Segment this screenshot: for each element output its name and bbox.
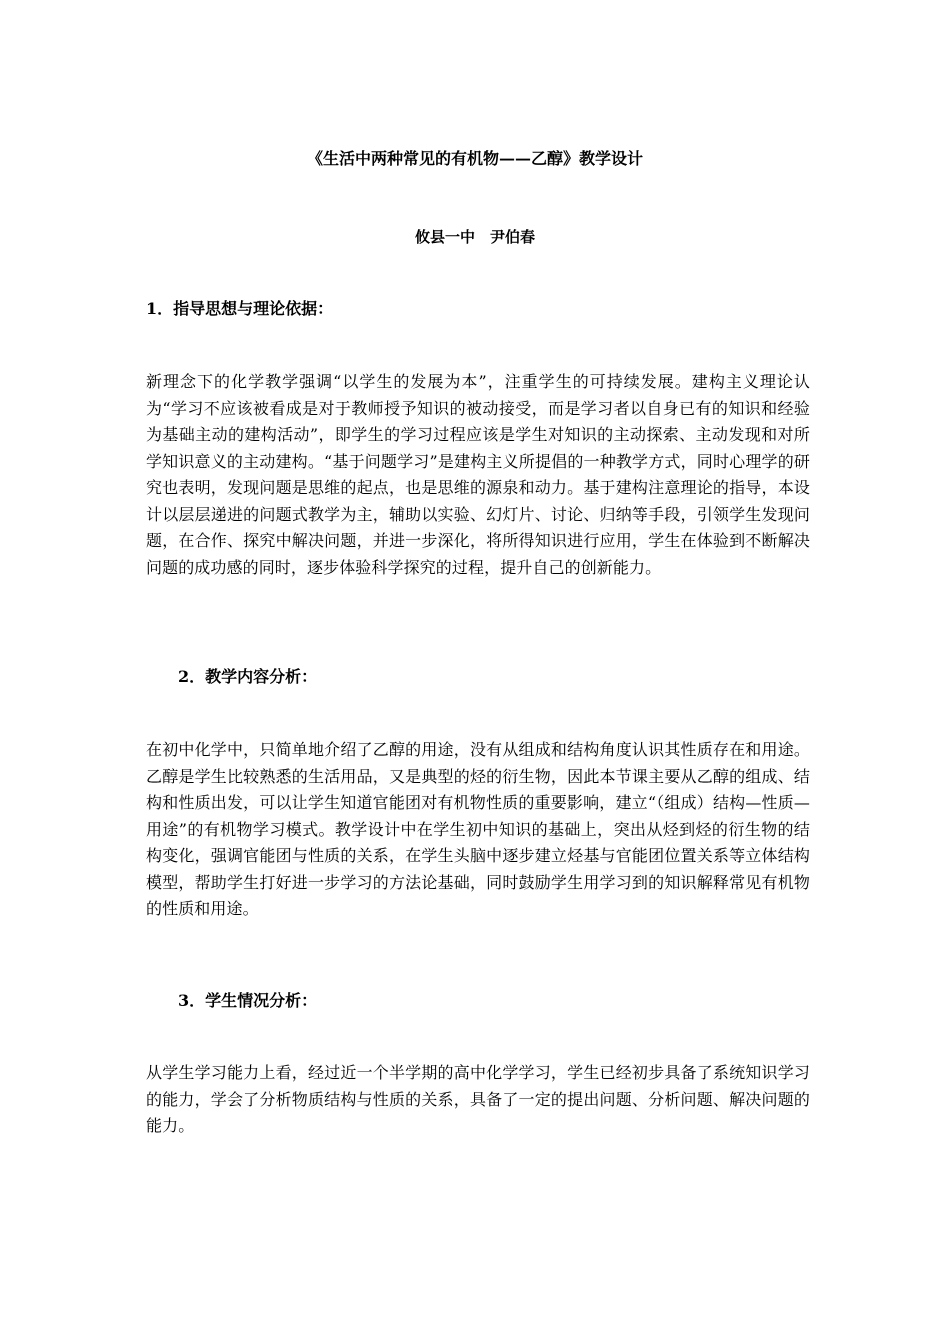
section-body-student-analysis: 从学生学习能力上看，经过近一个半学期的高中化学学习，学生已经初步具备了系统知识学习的能力，学会了分析物质结构与性质的关系，具备了一定的提出问题、分析问题、解决问题的能力。 — [146, 1063, 810, 1135]
section-heading-content-analysis: 2．教学内容分析： — [178, 667, 318, 686]
section-heading-student-analysis: 3．学生情况分析： — [178, 991, 318, 1010]
document-author: 攸县一中 尹伯春 — [414, 228, 535, 246]
section-body-guiding-theory: 新理念下的化学教学强调“以学生的发展为本”，注重学生的可持续发展。建构主义理论认为“学习不应该被看成是对于教师授予知识的被动接受，而是学习者以自身已有的知识和经验为基础主动的建构活动”，即学生的学习过程应该是学生对知识的主动探索、主动发现和对所学知识意义的主动建构。“基于问题学习”是建构主义所提倡的一种教学方式，同时心理学的研究也表明，发现问题是思维的起点，也是思维的源泉和动力。基于建构注意理论的指导，本设计以层层递进的问题式教学为主，辅助以实验、幻灯片、讨论、归纳等手段，引领学生发现问题，在合作、探究中解决问题，并进一步深化，将所得知识进行应用，学生在体验到不断解决问题的成功感的同时，逐步体验科学探究的过程，提升自己的创新能力。 — [146, 372, 810, 577]
section-heading-guiding-theory: 1．指导思想与理论依据： — [146, 299, 334, 318]
section-body-content-analysis: 在初中化学中，只简单地介绍了乙醇的用途，没有从组成和结构角度认识其性质存在和用途。乙醇是学生比较熟悉的生活用品，又是典型的烃的衍生物，因此本节课主要从乙醇的组成、结构和性质出发，可以让学生知道官能团对有机物性质的重要影响，建立“（组成）结构—性质—用途”的有机物学习模式。教学设计中在学生初中知识的基础上，突出从烃到烃的衍生物的结构变化，强调官能团与性质的关系，在学生头脑中逐步建立烃基与官能团位置关系等立体结构模型，帮助学生打好进一步学习的方法论基础，同时鼓励学生用学习到的知识解释常见有机物的性质和用途。 — [146, 740, 810, 918]
document-title: 《生活中两种常见的有机物——乙醇》教学设计 — [306, 149, 643, 168]
